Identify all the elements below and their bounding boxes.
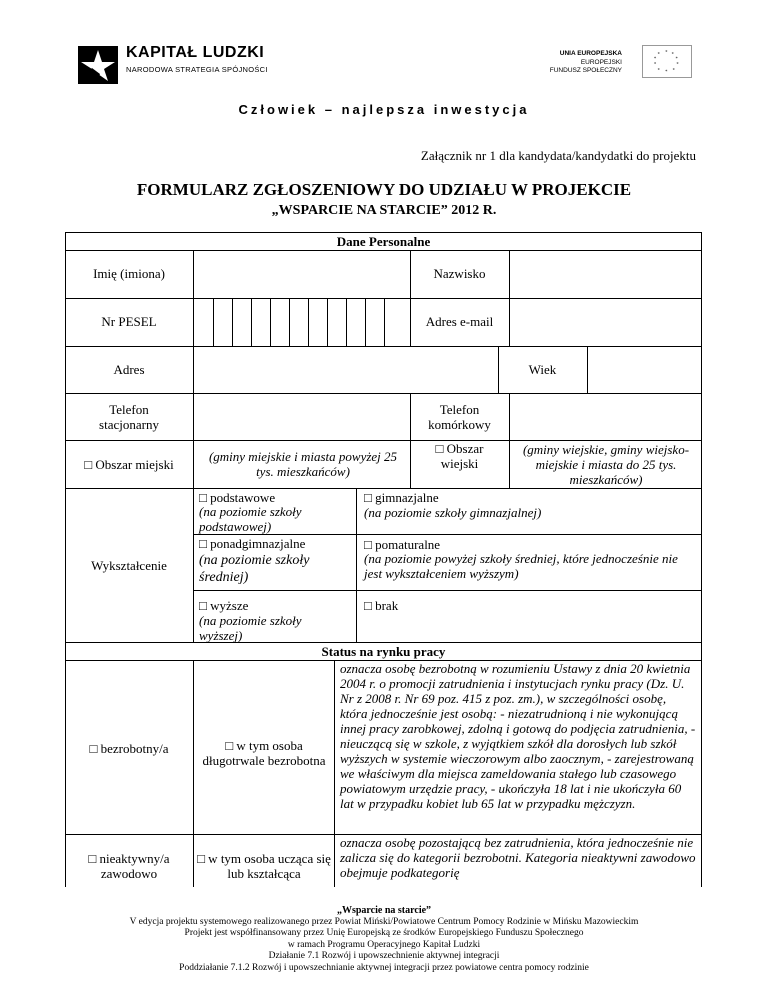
post-secondary-note: (na poziomie powyżej szkoły średniej, które jednocześnie nie jest wykształceniem wyższym) [364, 551, 678, 581]
footer-title: „Wsparcie na starcie” [336, 905, 432, 916]
eu-line2: EUROPEJSKI [580, 58, 622, 66]
education-label: Wykształcenie [91, 558, 167, 573]
svg-text:*: * [671, 52, 675, 58]
above-gym-note: (na poziomie szkoły średniej) [199, 553, 310, 585]
surname-field[interactable] [510, 251, 701, 298]
svg-text:*: * [665, 70, 668, 76]
footer-line4: Działanie 7.1 Rozwój i upowszechnienie aktywnej integracji [268, 951, 500, 961]
inactive-checkbox[interactable]: □ nieaktywny/a zawodowo [88, 851, 170, 881]
svg-text:*: * [657, 68, 660, 74]
mobile-label-line1: Telefon [439, 402, 480, 417]
footer-line3: w ramach Programu Operacyjnego Kapitał Ludzki [287, 939, 481, 950]
status-heading: Status na rynku pracy [321, 644, 446, 659]
footer-line5: Poddziałanie 7.1.2 Rozwój i upowszechnianie aktywnej integracji przez powiatowe centra pomocy rodzinie [179, 962, 589, 973]
age-field[interactable] [588, 347, 701, 393]
mobile-label [410, 402, 509, 432]
pesel-field[interactable] [194, 299, 410, 346]
mobile-label-line2: komórkowy [428, 417, 491, 432]
address-label: Adres [113, 362, 145, 377]
form-title: FORMULARZ ZGŁOSZENIOWY DO UDZIAŁU W PROJEKCIE [136, 180, 632, 199]
higher-note: (na poziomie szkoły wyższej) [199, 613, 302, 643]
phone-label-line1: Telefon [109, 402, 149, 417]
logo-subtitle: NARODOWA STRATEGIA SPÓJNOŚCI [126, 65, 268, 74]
footer [0, 905, 768, 974]
rural-checkbox[interactable] [410, 441, 509, 471]
email-field[interactable] [510, 299, 701, 346]
post-secondary-checkbox[interactable]: □ pomaturalne [364, 537, 441, 552]
eu-flag-icon [642, 45, 692, 78]
mobile-field[interactable] [510, 394, 701, 440]
svg-text:*: * [653, 57, 657, 63]
svg-text:*: * [653, 62, 657, 68]
eu-text [550, 50, 622, 76]
svg-text:*: * [672, 68, 675, 74]
svg-text:*: * [665, 50, 668, 56]
unemployed-checkbox[interactable]: □ bezrobotny/a [89, 741, 169, 756]
rural-note: (gminy wiejskie, gminy wiejsko-miejskie i miasta do 25 tys. mieszkańców) [522, 442, 690, 487]
annex-text: Załącznik nr 1 dla kandydata/kandydatki do projektu [420, 148, 696, 163]
svg-text:*: * [657, 52, 660, 58]
phone-label-line2: stacjonarny [99, 417, 159, 432]
email-label: Adres e-mail [425, 314, 494, 329]
gymnasium-checkbox[interactable]: □ gimnazjalne [364, 490, 439, 505]
surname-label: Nazwisko [433, 266, 486, 281]
long-term-checkbox[interactable]: □ w tym osoba długotrwale bezrobotna [202, 738, 326, 768]
phone-label [65, 402, 193, 432]
urban-checkbox[interactable]: □ Obszar miejski [84, 457, 174, 472]
inactive-definition: oznacza osobę pozostającą bez zatrudnienia, która jednocześnie nie zalicza się do kategorii bezrobotni. Kategoria nieaktywni zawodowo obejmuje podkategorię [340, 835, 696, 880]
footer-line1: V edycja projektu systemowego realizowanego przez Powiat Miński/Powiatowe Centrum Pomocy Rodzinie w Mińsku Mazowieckim [129, 916, 639, 927]
phone-field[interactable] [194, 394, 410, 440]
unemployed-definition: oznacza osobę bezrobotną w rozumieniu Ustawy z dnia 20 kwietnia 2004 r. o promocji zatrudnienia i instytucjach rynku pracy (Dz. U. Nr z 2008 r. Nr 69 poz. 415 z poz. zm.), w szczególności osobę, która jednocześnie jest osobą: - niezatrudnioną i nie wykonującą innej pracy zarobkowej, zdolną i gotową do podjęcia zatrudnienia, - nieuczącą się w szkole, z wyjątkiem szkół dla dorosłych lub szkół wyższych w systemie wieczorowym albo zaocznym, - zarejestrowaną we właściwym dla miejsca zameldowania stałego lub czasowego powiatowym urzędzie pracy, - ukończyła 18 lat i nie ukończyła 60 lat w przypadku kobiet lub 65 lat w przypadku mężczyzn. [340, 661, 696, 811]
project-title: „WSPARCIE NA STARCIE” 2012 R. [271, 203, 497, 218]
urban-note: (gminy miejskie i miasta powyżej 25 tys. mieszkańców) [208, 449, 398, 479]
footer-line2: Projekt jest współfinansowany przez Unię Europejską ze środków Europejskiego Funduszu Społecznego [184, 928, 584, 938]
studying-checkbox[interactable]: □ w tym osoba ucząca się lub kształcąca [197, 851, 331, 881]
age-label: Wiek [528, 362, 557, 377]
gymnasium-note: (na poziomie szkoły gimnazjalnej) [364, 505, 542, 520]
first-name-field[interactable] [194, 251, 410, 298]
rural-line2: wiejski [440, 456, 479, 471]
primary-note: (na poziomie szkoły podstawowej) [199, 504, 302, 534]
none-checkbox[interactable]: □ brak [364, 598, 399, 613]
first-name-label: Imię (imiona) [93, 266, 165, 281]
motto: Człowiek – najlepsza inwestycja [238, 102, 530, 117]
rural-line1: □ Obszar [435, 441, 484, 456]
primary-checkbox[interactable]: □ podstawowe [199, 490, 276, 505]
address-field[interactable] [194, 347, 498, 393]
svg-text:*: * [675, 57, 678, 63]
above-gym-checkbox[interactable]: □ ponadgimnazjalne [199, 536, 306, 551]
pesel-label: Nr PESEL [101, 314, 157, 329]
logo-title: KAPITAŁ LUDZKI [126, 44, 265, 61]
svg-text:*: * [676, 62, 679, 68]
personal-heading: Dane Personalne [336, 234, 431, 249]
higher-checkbox[interactable]: □ wyższe [199, 598, 249, 613]
eu-line1: UNIA EUROPEJSKA [559, 50, 622, 57]
eu-line3: FUNDUSZ SPOŁECZNY [549, 67, 622, 74]
